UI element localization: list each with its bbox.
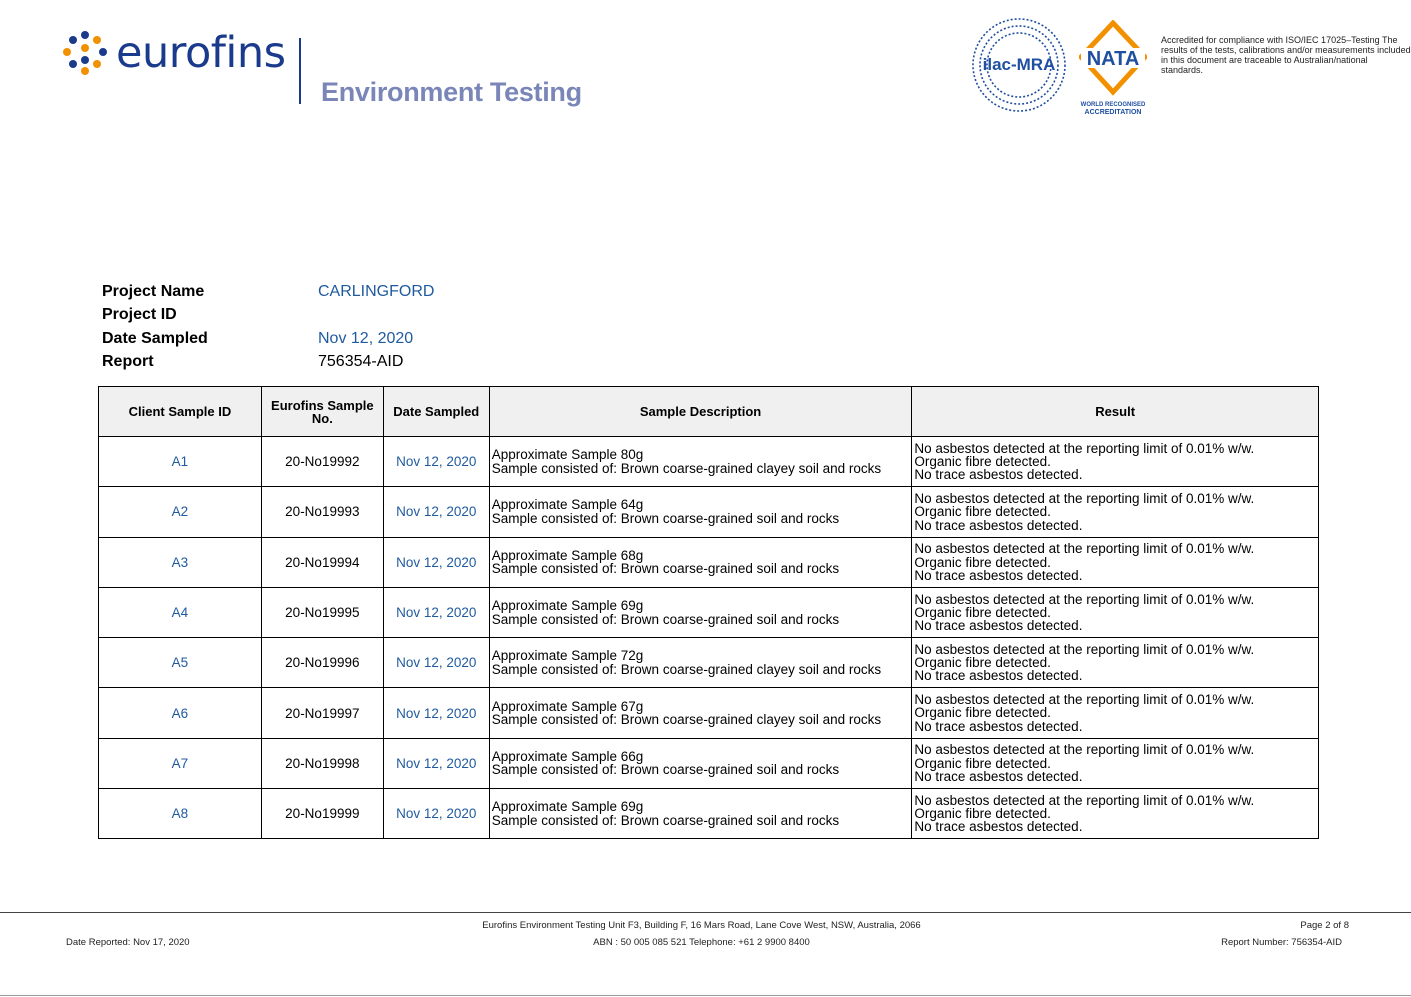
- date-sampled-cell: Nov 12, 2020: [383, 587, 489, 637]
- client-sample-id: A2: [99, 487, 262, 537]
- brand-name: eurofins: [116, 27, 286, 78]
- eurofins-sample-no: 20-No19994: [261, 537, 383, 587]
- sample-description: [489, 587, 912, 637]
- description-line: Sample consisted of: Brown coarse-grained soil and rocks: [491, 510, 840, 526]
- sample-description: [489, 487, 912, 537]
- description-line: Approximate Sample 68g: [491, 547, 644, 563]
- project-name-label: Project Name: [102, 282, 205, 300]
- result-line: No trace asbestos detected.: [914, 819, 1083, 835]
- result-cell: [912, 738, 1319, 788]
- description-line: Sample consisted of: Brown coarse-grained soil and rocks: [491, 762, 840, 778]
- result-line: Organic fibre detected.: [914, 504, 1051, 520]
- result-cell: [912, 638, 1319, 688]
- result-line: No asbestos detected at the reporting limit of 0.01% w/w.: [914, 440, 1255, 456]
- sample-description: [489, 738, 912, 788]
- description-line: Approximate Sample 64g: [491, 497, 644, 513]
- footer-date-reported: Date Reported: Nov 17, 2020: [66, 937, 190, 948]
- sample-description: [489, 537, 912, 587]
- sample-description: [489, 437, 912, 487]
- date-sampled-cell: Nov 12, 2020: [383, 638, 489, 688]
- result-line: Organic fibre detected.: [914, 705, 1051, 721]
- table-row: [99, 738, 1319, 788]
- result-line: Organic fibre detected.: [914, 554, 1051, 570]
- client-sample-id: A4: [99, 587, 262, 637]
- nata-label: NATA: [1086, 48, 1140, 70]
- description-line: Sample consisted of: Brown coarse-grained soil and rocks: [491, 561, 840, 577]
- description-line: Approximate Sample 69g: [491, 598, 644, 614]
- result-line: Organic fibre detected.: [914, 755, 1051, 771]
- report-row: [102, 351, 434, 375]
- header-client-sample-id: Client Sample ID: [99, 387, 262, 437]
- table-row: [99, 537, 1319, 587]
- client-sample-id: A1: [99, 437, 262, 487]
- result-line: Organic fibre detected.: [914, 806, 1051, 822]
- result-line: No asbestos detected at the reporting limit of 0.01% w/w.: [914, 641, 1255, 657]
- result-line: No trace asbestos detected.: [914, 668, 1083, 684]
- ilac-label: ilac-MRA: [982, 55, 1056, 74]
- description-line: Approximate Sample 80g: [491, 447, 644, 463]
- result-line: No trace asbestos detected.: [914, 567, 1083, 583]
- date-sampled-cell: Nov 12, 2020: [383, 437, 489, 487]
- header-result: Result: [912, 387, 1319, 437]
- header-divider: [299, 38, 301, 104]
- client-sample-id: A7: [99, 738, 262, 788]
- table-header-row: [99, 387, 1319, 437]
- result-line: No trace asbestos detected.: [914, 769, 1083, 785]
- result-line: No asbestos detected at the reporting limit of 0.01% w/w.: [914, 692, 1255, 708]
- sample-description: [489, 688, 912, 738]
- project-id-row: [102, 304, 434, 328]
- table-row: [99, 437, 1319, 487]
- footer-divider: [0, 912, 1411, 913]
- date-sampled-cell: Nov 12, 2020: [383, 537, 489, 587]
- report-label: Report: [102, 353, 154, 371]
- footer-report-number: Report Number: 756354-AID: [1221, 937, 1342, 948]
- table-row: [99, 688, 1319, 738]
- description-line: Sample consisted of: Brown coarse-grained clayey soil and rocks: [491, 460, 882, 476]
- client-sample-id: A3: [99, 537, 262, 587]
- project-name-value: CARLINGFORD: [318, 282, 435, 300]
- result-line: No trace asbestos detected.: [914, 718, 1083, 734]
- header-sample-description: Sample Description: [489, 387, 912, 437]
- result-cell: [912, 537, 1319, 587]
- date-sampled-label: Date Sampled: [102, 329, 208, 347]
- eurofins-dots-icon: [62, 30, 108, 76]
- result-line: Organic fibre detected.: [914, 454, 1051, 469]
- eurofins-sample-no: 20-No19993: [261, 487, 383, 537]
- table-row: [99, 638, 1319, 688]
- result-line: No trace asbestos detected.: [914, 618, 1083, 634]
- result-cell: [912, 487, 1319, 537]
- nata-logo: [1079, 20, 1147, 116]
- eurofins-sample-no: 20-No19997: [261, 688, 383, 738]
- description-line: Sample consisted of: Brown coarse-grained clayey soil and rocks: [491, 661, 882, 677]
- description-line: Sample consisted of: Brown coarse-grained clayey soil and rocks: [491, 712, 882, 728]
- header-date-sampled: Date Sampled: [383, 387, 489, 437]
- project-info: [102, 280, 434, 374]
- eurofins-sample-no: 20-No19995: [261, 587, 383, 637]
- description-line: Approximate Sample 67g: [491, 698, 644, 714]
- result-line: No asbestos detected at the reporting limit of 0.01% w/w.: [914, 792, 1255, 808]
- date-sampled-cell: Nov 12, 2020: [383, 789, 489, 839]
- footer-address: Eurofins Environment Testing Unit F3, Building F, 16 Mars Road, Lane Cove West, NSW, Australia, 2066: [482, 920, 921, 931]
- eurofins-sample-no: 20-No19992: [261, 437, 383, 487]
- client-sample-id: A8: [99, 789, 262, 839]
- client-sample-id: A6: [99, 688, 262, 738]
- footer-page-number: Page 2 of 8: [1300, 920, 1349, 931]
- client-sample-id: A5: [99, 638, 262, 688]
- result-line: No trace asbestos detected.: [914, 517, 1083, 533]
- project-id-label: Project ID: [102, 306, 177, 324]
- eurofins-logo: [62, 27, 286, 78]
- description-line: Sample consisted of: Brown coarse-grained soil and rocks: [491, 812, 840, 828]
- table-row: [99, 789, 1319, 839]
- ilac-mra-logo: [970, 16, 1068, 114]
- result-line: No asbestos detected at the reporting limit of 0.01% w/w.: [914, 591, 1255, 607]
- sample-description: [489, 789, 912, 839]
- result-cell: [912, 437, 1319, 487]
- accreditation-statement: Accredited for compliance with ISO/IEC 17025–Testing The results of the tests, calibrations and/or measurements included in this document are traceable to Australian/national standards.: [1161, 35, 1411, 75]
- table-row: [99, 487, 1319, 537]
- nata-sub2: ACCREDITATION: [1084, 109, 1142, 116]
- result-line: No asbestos detected at the reporting limit of 0.01% w/w.: [914, 742, 1255, 758]
- date-sampled-cell: Nov 12, 2020: [383, 738, 489, 788]
- date-sampled-cell: Nov 12, 2020: [383, 688, 489, 738]
- result-line: Organic fibre detected.: [914, 604, 1051, 620]
- result-cell: [912, 688, 1319, 738]
- description-line: Sample consisted of: Brown coarse-grained soil and rocks: [491, 611, 840, 627]
- table-row: [99, 587, 1319, 637]
- result-cell: [912, 587, 1319, 637]
- project-name-row: [102, 280, 434, 304]
- date-sampled-value: Nov 12, 2020: [318, 329, 414, 347]
- header-eurofins-sample-no: Eurofins Sample No.: [261, 387, 383, 437]
- description-line: Approximate Sample 72g: [491, 648, 644, 664]
- results-table: [98, 386, 1319, 839]
- nata-sub1: WORLD RECOGNISED: [1080, 102, 1146, 108]
- sample-description: [489, 638, 912, 688]
- date-sampled-cell: Nov 12, 2020: [383, 487, 489, 537]
- footer-abn: ABN : 50 005 085 521 Telephone: +61 2 9900 8400: [593, 937, 810, 948]
- result-line: No asbestos detected at the reporting limit of 0.01% w/w.: [914, 541, 1255, 557]
- eurofins-sample-no: 20-No19999: [261, 789, 383, 839]
- result-line: No trace asbestos detected.: [914, 467, 1083, 483]
- result-line: No asbestos detected at the reporting limit of 0.01% w/w.: [914, 491, 1255, 506]
- description-line: Approximate Sample 66g: [491, 748, 644, 764]
- division-title: Environment Testing: [321, 77, 582, 107]
- eurofins-sample-no: 20-No19998: [261, 738, 383, 788]
- report-value: 756354-AID: [318, 353, 404, 371]
- result-line: Organic fibre detected.: [914, 655, 1051, 671]
- eurofins-sample-no: 20-No19996: [261, 638, 383, 688]
- result-cell: [912, 789, 1319, 839]
- description-line: Approximate Sample 69g: [491, 799, 644, 815]
- bottom-divider: [0, 995, 1411, 996]
- date-sampled-row: [102, 327, 434, 351]
